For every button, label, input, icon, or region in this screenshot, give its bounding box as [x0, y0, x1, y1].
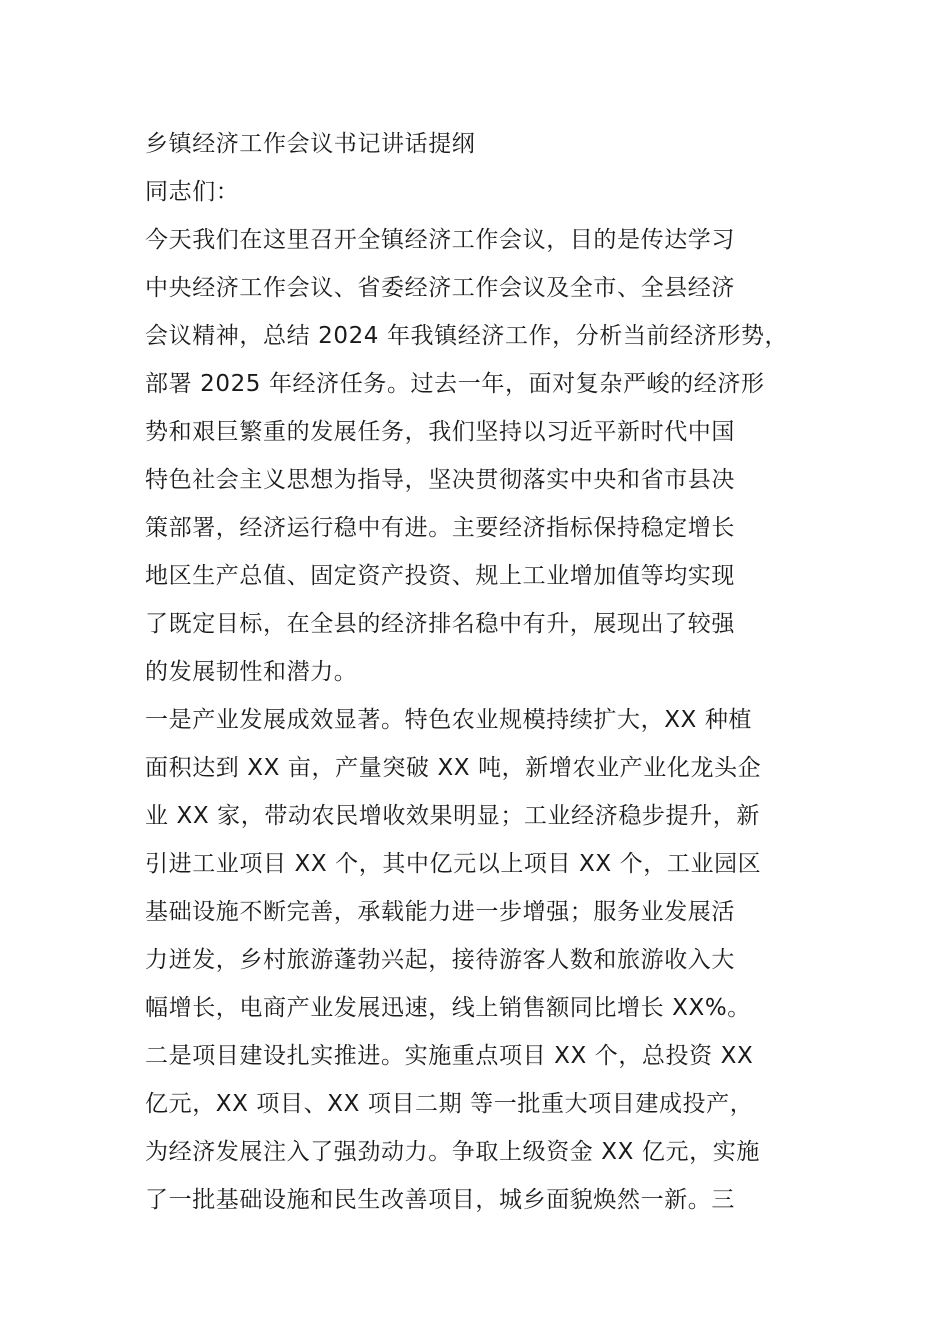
body-line: 面积达到 XX 亩，产量突破 XX 吨，新增农业产业化龙头企 — [145, 755, 762, 781]
body-line: 策部署，经济运行稳中有进。主要经济指标保持稳定增长 — [145, 515, 735, 541]
body-line: 力迸发，乡村旅游蓬勃兴起，接待游客人数和旅游收入大 — [145, 947, 735, 973]
body-line: 二是项目建设扎实推进。实施重点项目 XX 个，总投资 XX — [145, 1043, 754, 1069]
body-line: 幅增长，电商产业发展迅速，线上销售额同比增长 XX%。 — [145, 995, 751, 1021]
body-line: 了一批基础设施和民生改善项目，城乡面貌焕然一新。三 — [145, 1187, 735, 1213]
body-line: 部署 2025 年经济任务。过去一年，面对复杂严峻的经济形 — [145, 371, 765, 397]
body-line: 势和艰巨繁重的发展任务，我们坚持以习近平新时代中国 — [145, 419, 735, 445]
document-title: 乡镇经济工作会议书记讲话提纲 — [145, 131, 476, 157]
body-line: 业 XX 家，带动农民增收效果明显；工业经济稳步提升，新 — [145, 803, 760, 829]
body-line: 为经济发展注入了强劲动力。争取上级资金 XX 亿元，实施 — [145, 1139, 760, 1165]
body-line: 地区生产总值、固定资产投资、规上工业增加值等均实现 — [145, 563, 735, 589]
salutation: 同志们： — [145, 179, 240, 205]
body-line: 了既定目标，在全县的经济排名稳中有升，展现出了较强 — [145, 611, 735, 637]
body-line: 特色社会主义思想为指导，坚决贯彻落实中央和省市县决 — [145, 467, 735, 493]
body-line: 中央经济工作会议、省委经济工作会议及全市、全县经济 — [145, 275, 735, 301]
body-line: 亿元，XX 项目、XX 项目二期 等一批重大项目建成投产， — [145, 1091, 754, 1117]
body-line: 会议精神，总结 2024 年我镇经济工作，分析当前经济形势， — [145, 323, 789, 349]
body-line: 引进工业项目 XX 个，其中亿元以上项目 XX 个，工业园区 — [145, 851, 762, 877]
body-line: 基础设施不断完善，承载能力进一步增强；服务业发展活 — [145, 899, 735, 925]
body-line: 今天我们在这里召开全镇经济工作会议，目的是传达学习 — [145, 227, 735, 253]
body-line: 一是产业发展成效显著。特色农业规模持续扩大，XX 种植 — [145, 707, 753, 733]
body-line: 的发展韧性和潜力。 — [145, 659, 358, 685]
